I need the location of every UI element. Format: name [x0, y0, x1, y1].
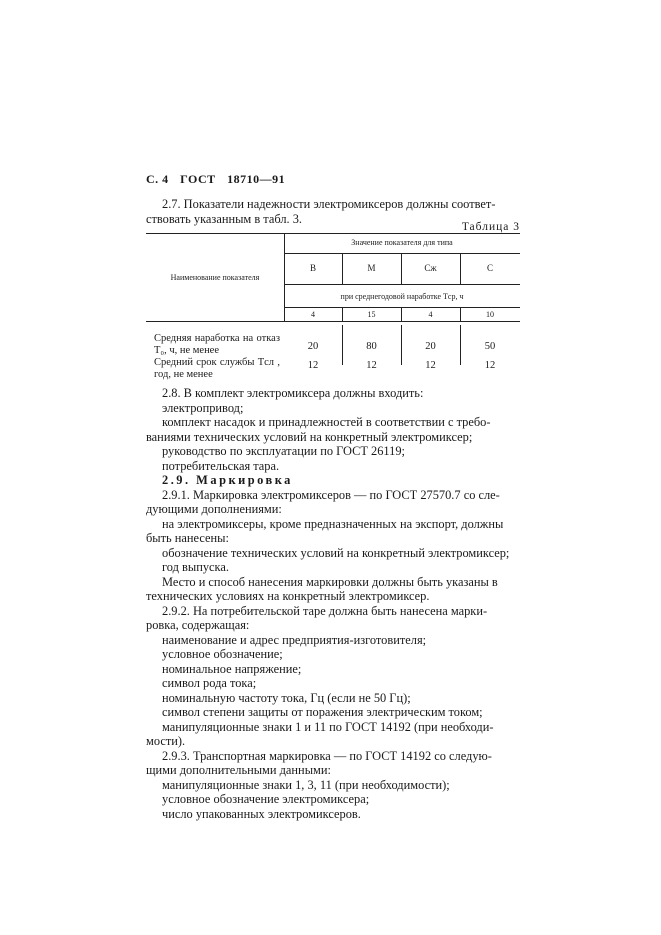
text-line: символ степени защиты от поражения электрическим током;: [162, 705, 483, 719]
page-header: [146, 172, 293, 187]
text-line: символ рода тока;: [162, 676, 257, 690]
text-line: дующими дополнениями:: [146, 502, 282, 516]
text-line: быть нанесены:: [146, 531, 229, 545]
group-header: Значение показателя для типа: [351, 238, 453, 247]
text-line: комплект насадок и принадлежностей в соответствии с требо-: [162, 415, 491, 429]
type-header: С: [486, 263, 493, 273]
text-line: год выпуска.: [162, 560, 229, 574]
hours-cell: 4: [428, 310, 433, 319]
text-line: руководство по эксплуатации по ГОСТ 26119;: [162, 444, 405, 458]
table-cell: 20: [307, 341, 319, 352]
section-2-7-line: 2.7. Показатели надежности электромиксеров должны соответ-: [162, 197, 496, 211]
gost-number: 18710—91: [227, 172, 286, 186]
section-body: [146, 386, 520, 821]
gost-label: ГОСТ: [180, 172, 216, 186]
hours-cell: 10: [486, 310, 494, 319]
text-line: номинальное напряжение;: [162, 661, 302, 676]
text-line: 2.9. Маркировка: [162, 473, 293, 487]
page-number: С. 4: [146, 172, 169, 186]
sub-header: при среднегодовой наработке Tср, ч: [340, 292, 464, 301]
hours-cell: 4: [311, 310, 315, 319]
type-header: М: [367, 263, 376, 273]
table-cell: 20: [425, 341, 436, 352]
text-line: обозначение технических условий на конкретный электромиксер;: [162, 545, 510, 560]
text-line: 2.9.2. На потребительской таре должна быть нанесена марки-: [162, 603, 488, 618]
text-line: наименование и адрес предприятия-изготовителя;: [162, 632, 427, 647]
table-cell: 50: [484, 341, 496, 352]
type-header: В: [309, 263, 316, 273]
text-line: технических условиях на конкретный электромиксер.: [146, 589, 430, 603]
section-2-7-line: ствовать указанным в табл. 3.: [146, 211, 303, 226]
table-cell: 12: [366, 360, 377, 371]
text-line: условное обозначение;: [162, 647, 283, 661]
row-label: Средняя наработка на отказ T₀, ч, не менее: [154, 333, 280, 356]
row-label: Средний срок службы Tсл , год, не менее: [154, 357, 280, 380]
text-line: потребительская тара.: [162, 458, 280, 473]
text-line: условное обозначение электромиксера;: [162, 792, 370, 806]
text-line: ваниями технических условий на конкретный электромиксер;: [146, 429, 473, 444]
text-line: 2.9.3. Транспортная маркировка — по ГОСТ 14192 со следую-: [162, 748, 492, 763]
text-line: электропривод;: [162, 400, 244, 415]
text-line: 2.9.1. Маркировка электромиксеров — по ГОСТ 27570.7 со сле-: [162, 487, 500, 502]
text-line: 2.8. В комплект электромиксера должны входить:: [162, 386, 424, 400]
text-line: номинальную частоту тока, Гц (если не 50 Гц);: [162, 690, 411, 705]
text-line: мости).: [146, 734, 186, 748]
type-header: Сж: [424, 263, 437, 273]
hours-cell: 15: [367, 310, 376, 319]
table-cell: 80: [366, 341, 377, 352]
table-cell: 12: [425, 360, 436, 371]
column-header-name: Наименование показателя: [170, 273, 260, 282]
text-line: ровка, содержащая:: [146, 618, 250, 632]
text-line: манипуляционные знаки 1, 3, 11 (при необходимости);: [162, 777, 450, 792]
table-caption: Таблица 3: [461, 221, 520, 233]
text-line: Место и способ нанесения маркировки должны быть указаны в: [162, 574, 498, 589]
text-line: на электромиксеры, кроме предназначенных на экспорт, должны: [162, 516, 504, 531]
text-line: манипуляционные знаки 1 и 11 по ГОСТ 14192 (при необходи-: [162, 719, 494, 734]
text-line: щими дополнительными данными:: [146, 763, 331, 777]
table-cell: 12: [307, 360, 319, 371]
table-cell: 12: [484, 360, 496, 371]
text-line: число упакованных электромиксеров.: [162, 806, 361, 821]
